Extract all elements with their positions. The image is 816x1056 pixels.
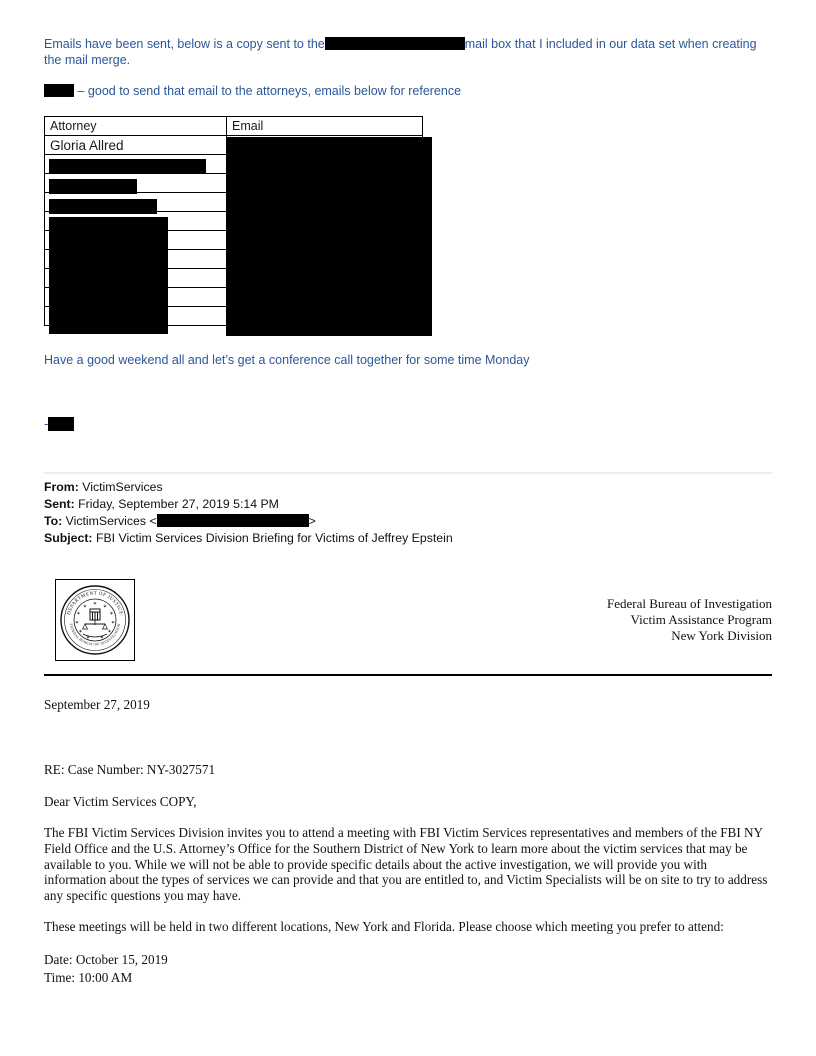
message-divider [44,472,772,474]
from-value: VictimServices [82,480,163,494]
svg-text:FEDERAL BUREAU OF INVESTIGATIO [69,623,122,647]
redaction-recipient-name [44,84,74,97]
reply-paragraph-2 [44,83,772,99]
letterhead-rule [44,674,772,676]
letter-paragraph-2: These meetings will be held in two different locations, New York and Florida. Please choose which meeting you prefer to attend: [44,919,724,935]
svg-text:✶: ✶ [102,604,108,610]
to-line [44,513,772,530]
reply-closing-line: Have a good weekend all and let’s get a conference call together for some time Monday [44,353,530,367]
attorney-email-table [44,116,484,326]
redaction-attorney-name [49,199,157,214]
redaction-attorney-name [49,159,206,174]
svg-text:✶: ✶ [92,601,98,607]
fbi-seal-icon [55,579,135,661]
from-label: From: [44,480,79,494]
svg-text:✶: ✶ [85,635,91,641]
redaction-signature-name [48,417,74,431]
meeting-details [44,951,772,987]
sent-label: Sent: [44,497,75,511]
letterhead-address-block [607,579,772,643]
to-value-suffix: > [308,514,316,528]
subject-value: FBI Victim Services Division Briefing for Victims of Jeffrey Epstein [95,531,453,545]
table-header-row [45,117,423,136]
salutation: Dear Victim Services COPY, [44,793,197,809]
redaction-email-column [226,137,432,336]
attorney-name-cell: Gloria Allred [45,136,227,155]
email-column-header: Email [227,117,423,136]
subject-line [44,530,772,547]
letterhead-line-2: Victim Assistance Program [630,611,772,627]
reply-para1-text-after: mail box that I included in our data set when creating the mail merge. [44,37,757,67]
forwarded-message-header [44,479,772,547]
letter-date: September 27, 2019 [44,697,150,712]
letter-paragraph-1: The FBI Victim Services Division invites you to attend a meeting with FBI Victim Services representatives and members of the FBI NY Field Office and the U.S. Attorney’s Office for the Southern District of New York to learn more about the victim services that may be available to you. While we will not be able to provide specific details about the active investigation, we will provide you with information about the types of services we can provide and that you are entitled to, and Victim Specialists will be on site to try to address any specific questions you may have. [44,824,768,904]
svg-text:✶: ✶ [76,611,81,617]
redaction-attorney-name [49,179,137,194]
seal-bottom-text: FEDERAL BUREAU OF INVESTIGATION [68,623,122,647]
to-value-prefix: VictimServices < [65,514,157,528]
reply-signature [44,415,772,430]
fbi-letterhead [44,579,772,661]
letterhead-line-1: Federal Bureau of Investigation [607,596,772,611]
fbi-seal-graphic [58,582,132,658]
redaction-to-email [157,514,309,527]
svg-text:✶: ✶ [82,604,88,610]
attorney-column-header: Attorney [45,117,227,136]
subject-label: Subject: [44,531,93,545]
reply-paragraph-1 [44,0,772,68]
to-label: To: [44,514,63,528]
reply-para1-text-before: Emails have been sent, below is a copy sent to the [44,37,325,51]
reply-para2-text: – good to send that email to the attorneys, emails below for reference [77,84,462,98]
svg-text:✶: ✶ [99,635,105,641]
svg-text:✶: ✶ [109,611,114,617]
redaction-mailbox-name [325,37,465,50]
svg-text:✶: ✶ [74,620,80,626]
signature-dash: - [44,416,49,431]
meeting-time-line: Time: 10:00 AM [44,970,133,986]
letterhead-line-3: New York Division [671,627,772,643]
seal-top-text: DEPARTMENT OF JUSTICE [66,591,123,616]
meeting-date-line: Date: October 15, 2019 [44,952,168,968]
svg-text:✶: ✶ [110,620,116,626]
letter-body [44,697,772,987]
sent-value: Friday, September 27, 2019 5:14 PM [78,497,279,511]
redaction-attorney-names-block [49,217,168,334]
svg-text:✶: ✶ [107,629,112,635]
seal-shield [83,609,108,637]
case-number-line: RE: Case Number: NY-3027571 [44,761,216,777]
svg-text:✶: ✶ [78,629,83,635]
from-line [44,479,772,496]
sent-line [44,496,772,513]
